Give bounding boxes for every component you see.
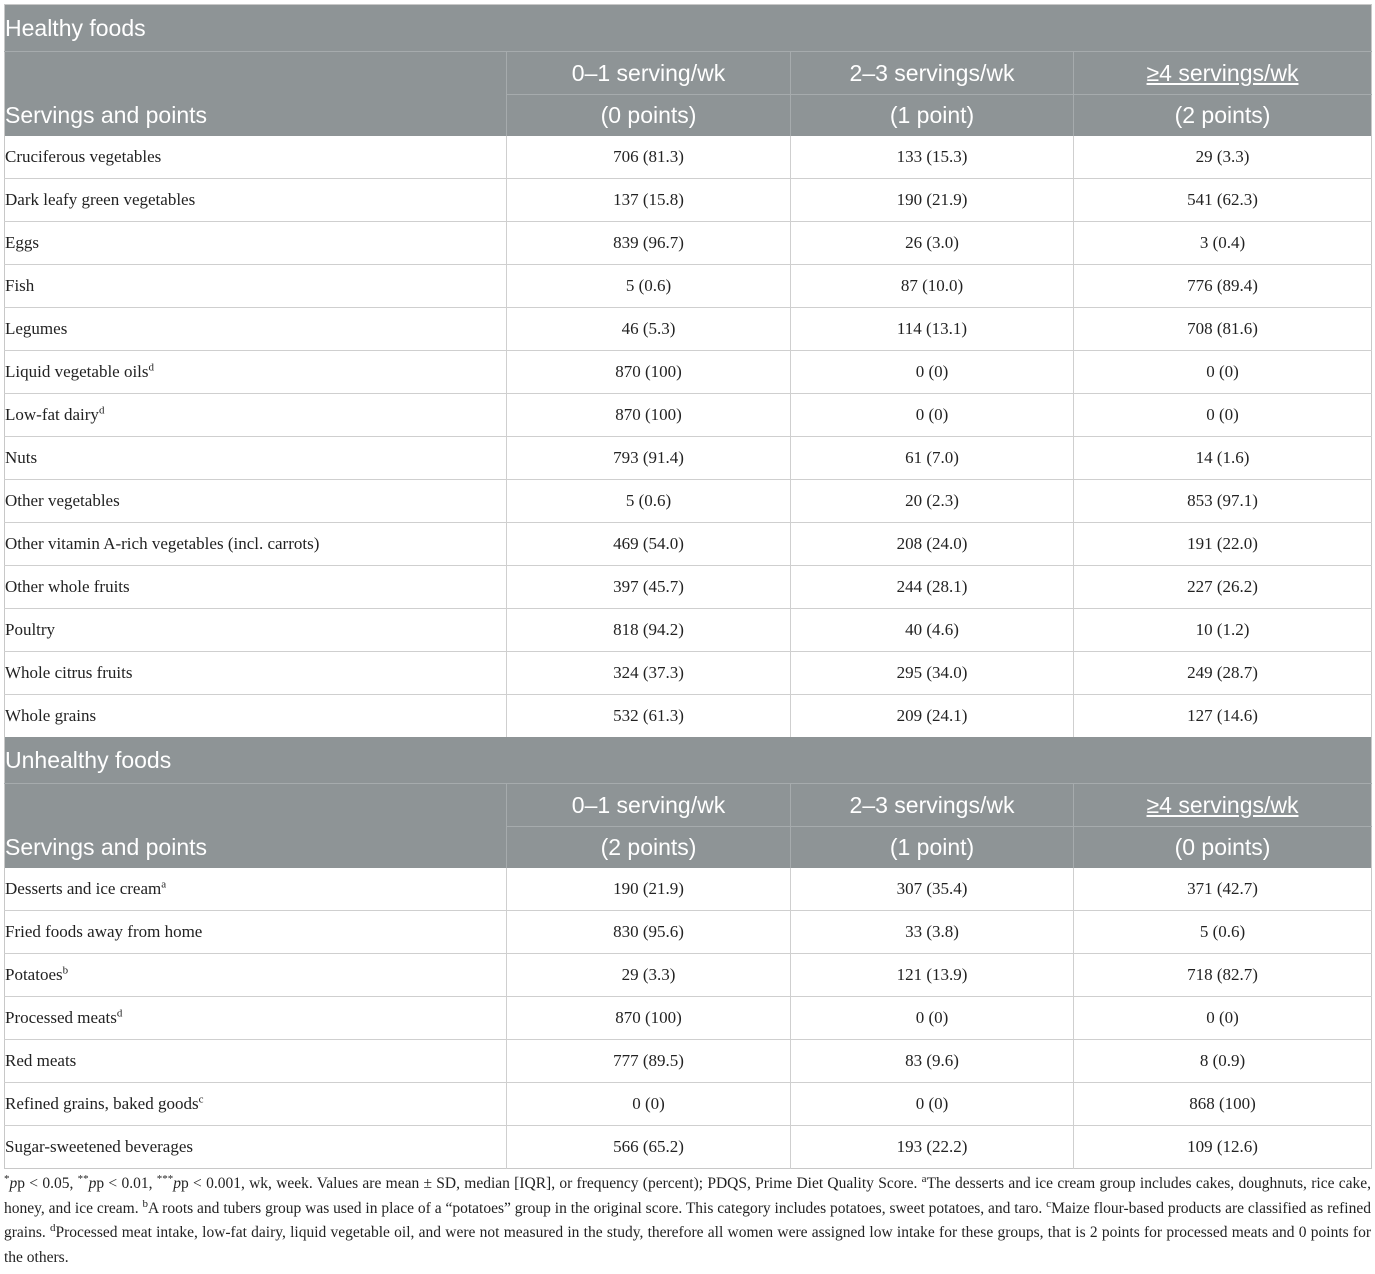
unhealthy-foods-section	[5, 737, 1372, 1169]
table-row	[5, 136, 1372, 179]
value-cell: 839 (96.7)	[507, 222, 791, 265]
row-label: Desserts and ice cream	[5, 879, 162, 898]
value-cell: 33 (3.8)	[791, 911, 1074, 954]
serving-label: 2–3 servings/wk	[849, 59, 1015, 86]
value-cell: 61 (7.0)	[791, 437, 1074, 480]
header-row-label: Servings and points	[5, 827, 507, 869]
header-points: (2 points)	[1074, 95, 1372, 137]
table-row	[5, 997, 1372, 1040]
row-label-cell	[5, 997, 507, 1040]
value-cell: 3 (0.4)	[1074, 222, 1372, 265]
value-cell: 244 (28.1)	[791, 566, 1074, 609]
header-row-servings	[5, 784, 1372, 827]
value-cell: 541 (62.3)	[1074, 179, 1372, 222]
value-cell: 0 (0)	[791, 394, 1074, 437]
serving-label: 2–3 servings/wk	[849, 791, 1015, 818]
value-cell: 87 (10.0)	[791, 265, 1074, 308]
header-points: (2 points)	[507, 827, 791, 869]
row-label-cell	[5, 222, 507, 265]
value-cell: 868 (100)	[1074, 1083, 1372, 1126]
row-label: Whole grains	[5, 706, 97, 725]
value-cell: 137 (15.8)	[507, 179, 791, 222]
section-title-row	[5, 5, 1372, 52]
row-label: Refined grains, baked goods	[5, 1094, 199, 1113]
value-cell: 0 (0)	[1074, 394, 1372, 437]
value-cell: 0 (0)	[791, 1083, 1074, 1126]
value-cell: 249 (28.7)	[1074, 652, 1372, 695]
serving-label: ≥4 servings/wk	[1146, 791, 1299, 818]
header-serving	[507, 52, 791, 95]
row-label-cell	[5, 179, 507, 222]
value-cell: 0 (0)	[791, 351, 1074, 394]
value-cell: 397 (45.7)	[507, 566, 791, 609]
header-blank	[5, 52, 507, 95]
value-cell: 5 (0.6)	[507, 480, 791, 523]
section-title-row	[5, 737, 1372, 784]
row-label-cell	[5, 1126, 507, 1169]
header-serving	[791, 784, 1074, 827]
table-row	[5, 1083, 1372, 1126]
serving-label: ≥4 servings/wk	[1146, 59, 1299, 86]
row-label: Cruciferous vegetables	[5, 147, 162, 166]
table-row	[5, 954, 1372, 997]
table-row	[5, 609, 1372, 652]
header-points: (0 points)	[1074, 827, 1372, 869]
row-label: Fish	[5, 276, 35, 295]
table-row	[5, 394, 1372, 437]
value-cell: 10 (1.2)	[1074, 609, 1372, 652]
row-footnote-mark: a	[161, 878, 167, 891]
footnote-d: Processed meat intake, low-fat dairy, liquid vegetable oil, and were not measured in the study, therefore all women were assigned low intake for these groups, that is 2 points for processed meats and 0 points for the others.	[4, 1224, 1371, 1266]
header-points: (0 points)	[507, 95, 791, 137]
row-label: Eggs	[5, 233, 39, 252]
value-cell: 209 (24.1)	[791, 695, 1074, 738]
value-cell: 29 (3.3)	[1074, 136, 1372, 179]
value-cell: 191 (22.0)	[1074, 523, 1372, 566]
value-cell: 566 (65.2)	[507, 1126, 791, 1169]
value-cell: 190 (21.9)	[507, 868, 791, 911]
value-cell: 307 (35.4)	[791, 868, 1074, 911]
value-cell: 708 (81.6)	[1074, 308, 1372, 351]
value-cell: 40 (4.6)	[791, 609, 1074, 652]
table-footnote: *pp < 0.05, **pp < 0.01, ***pp < 0.001, wk, week. Values are mean ± SD, median [IQR], or frequency (percent); PDQS, Prime Diet Quality Score. $^a$The desserts and ice cream group includes cakes, doughnuts, rice cake, honey, and ice cream. $^b$A roots and tubers group was used in place of a “potatoes” group in the original score. This category includes potatoes, sweet potatoes, and taro. $^c$Maize flour-based products are classified as refined grains. $^d$Processed meat intake, low-fat dairy, liquid vegetable oil, and were not measured in the study, therefore all women were assigned low intake for these groups, that is 2 points for processed meats and 0 points for the others.	[4, 1172, 1372, 1266]
value-cell: 469 (54.0)	[507, 523, 791, 566]
row-label: Poultry	[5, 620, 56, 639]
value-cell: 5 (0.6)	[507, 265, 791, 308]
table-row	[5, 1040, 1372, 1083]
row-label-cell	[5, 1083, 507, 1126]
table-row	[5, 179, 1372, 222]
row-footnote-mark: d	[116, 1007, 123, 1020]
footnote-b: A roots and tubers group was used in place of a “potatoes” group in the original score. This category includes potatoes, sweet potatoes, and taro.	[147, 1199, 1047, 1217]
row-label-cell	[5, 868, 507, 911]
header-points: (1 point)	[791, 827, 1074, 869]
value-cell: 295 (34.0)	[791, 652, 1074, 695]
header-serving	[791, 52, 1074, 95]
row-label-cell	[5, 265, 507, 308]
value-cell: 0 (0)	[1074, 351, 1372, 394]
table-row	[5, 566, 1372, 609]
row-label: Liquid vegetable oils	[5, 362, 149, 381]
table-row	[5, 652, 1372, 695]
value-cell: 5 (0.6)	[1074, 911, 1372, 954]
table-row	[5, 437, 1372, 480]
value-cell: 127 (14.6)	[1074, 695, 1372, 738]
value-cell: 532 (61.3)	[507, 695, 791, 738]
row-label: Other vegetables	[5, 491, 120, 510]
serving-label: 0–1 serving/wk	[571, 59, 726, 86]
header-row-label: Servings and points	[5, 95, 507, 137]
row-footnote-mark: c	[198, 1093, 204, 1106]
value-cell: 46 (5.3)	[507, 308, 791, 351]
value-cell: 870 (100)	[507, 997, 791, 1040]
value-cell: 133 (15.3)	[791, 136, 1074, 179]
table-row	[5, 1126, 1372, 1169]
footnote-sig-2: p < 0.01,	[96, 1175, 157, 1192]
row-label: Nuts	[5, 448, 38, 467]
serving-label: 0–1 serving/wk	[571, 791, 726, 818]
row-label-cell	[5, 566, 507, 609]
header-points: (1 point)	[791, 95, 1074, 137]
row-footnote-mark: d	[148, 361, 155, 374]
value-cell: 371 (42.7)	[1074, 868, 1372, 911]
header-blank	[5, 784, 507, 827]
healthy-foods-section	[5, 5, 1372, 738]
row-label: Whole citrus fruits	[5, 663, 133, 682]
row-label: Legumes	[5, 319, 68, 338]
row-footnote-mark: d	[98, 404, 105, 417]
table-row	[5, 351, 1372, 394]
row-label-cell	[5, 480, 507, 523]
row-label-cell	[5, 954, 507, 997]
table-row	[5, 308, 1372, 351]
value-cell: 208 (24.0)	[791, 523, 1074, 566]
section-title: Unhealthy foods	[5, 737, 1372, 784]
value-cell: 227 (26.2)	[1074, 566, 1372, 609]
value-cell: 830 (95.6)	[507, 911, 791, 954]
row-label-cell	[5, 437, 507, 480]
footnote-c: Maize flour-based products are classified as refined grains.	[4, 1199, 1371, 1241]
diet-quality-table	[4, 4, 1372, 1169]
table-row	[5, 695, 1372, 738]
value-cell: 121 (13.9)	[791, 954, 1074, 997]
value-cell: 29 (3.3)	[507, 954, 791, 997]
row-label: Processed meats	[5, 1008, 117, 1027]
table-row	[5, 911, 1372, 954]
row-label: Dark leafy green vegetables	[5, 190, 196, 209]
row-label-cell	[5, 523, 507, 566]
row-label-cell	[5, 308, 507, 351]
row-label-cell	[5, 394, 507, 437]
row-label-cell	[5, 695, 507, 738]
header-serving	[507, 784, 791, 827]
value-cell: 870 (100)	[507, 351, 791, 394]
row-label-cell	[5, 351, 507, 394]
value-cell: 114 (13.1)	[791, 308, 1074, 351]
row-label: Fried foods away from home	[5, 922, 203, 941]
value-cell: 324 (37.3)	[507, 652, 791, 695]
value-cell: 793 (91.4)	[507, 437, 791, 480]
value-cell: 718 (82.7)	[1074, 954, 1372, 997]
value-cell: 26 (3.0)	[791, 222, 1074, 265]
value-cell: 14 (1.6)	[1074, 437, 1372, 480]
value-cell: 20 (2.3)	[791, 480, 1074, 523]
row-label-cell	[5, 136, 507, 179]
footnote-sig-1: p < 0.05,	[17, 1175, 78, 1192]
row-label: Other vitamin A-rich vegetables (incl. carrots)	[5, 534, 320, 553]
row-footnote-mark: b	[62, 964, 69, 977]
header-row-points	[5, 827, 1372, 869]
row-label: Sugar-sweetened beverages	[5, 1137, 193, 1156]
table-row	[5, 523, 1372, 566]
row-label: Potatoes	[5, 965, 63, 984]
table-row	[5, 265, 1372, 308]
header-serving	[1074, 784, 1372, 827]
value-cell: 706 (81.3)	[507, 136, 791, 179]
value-cell: 193 (22.2)	[791, 1126, 1074, 1169]
value-cell: 83 (9.6)	[791, 1040, 1074, 1083]
row-label-cell	[5, 609, 507, 652]
value-cell: 853 (97.1)	[1074, 480, 1372, 523]
row-label: Other whole fruits	[5, 577, 130, 596]
row-label: Low-fat dairy	[5, 405, 99, 424]
footnote-a: The desserts and ice cream group includes cakes, doughnuts, rice cake, honey, and ice cream.	[4, 1175, 1372, 1217]
row-label-cell	[5, 652, 507, 695]
value-cell: 870 (100)	[507, 394, 791, 437]
row-label: Red meats	[5, 1051, 77, 1070]
value-cell: 0 (0)	[791, 997, 1074, 1040]
header-row-servings	[5, 52, 1372, 95]
table-row	[5, 222, 1372, 265]
row-label-cell	[5, 911, 507, 954]
value-cell: 8 (0.9)	[1074, 1040, 1372, 1083]
footnote-sig-3: p < 0.001, wk, week. Values are mean ± SD, median [IQR], or frequency (percent); PDQS, Prime Diet Quality Score.	[181, 1175, 922, 1192]
value-cell: 818 (94.2)	[507, 609, 791, 652]
section-title: Healthy foods	[5, 5, 1372, 52]
value-cell: 0 (0)	[1074, 997, 1372, 1040]
row-label-cell	[5, 1040, 507, 1083]
value-cell: 776 (89.4)	[1074, 265, 1372, 308]
table-row	[5, 480, 1372, 523]
header-row-points	[5, 95, 1372, 137]
value-cell: 777 (89.5)	[507, 1040, 791, 1083]
table-row	[5, 868, 1372, 911]
value-cell: 109 (12.6)	[1074, 1126, 1372, 1169]
value-cell: 190 (21.9)	[791, 179, 1074, 222]
value-cell: 0 (0)	[507, 1083, 791, 1126]
header-serving	[1074, 52, 1372, 95]
